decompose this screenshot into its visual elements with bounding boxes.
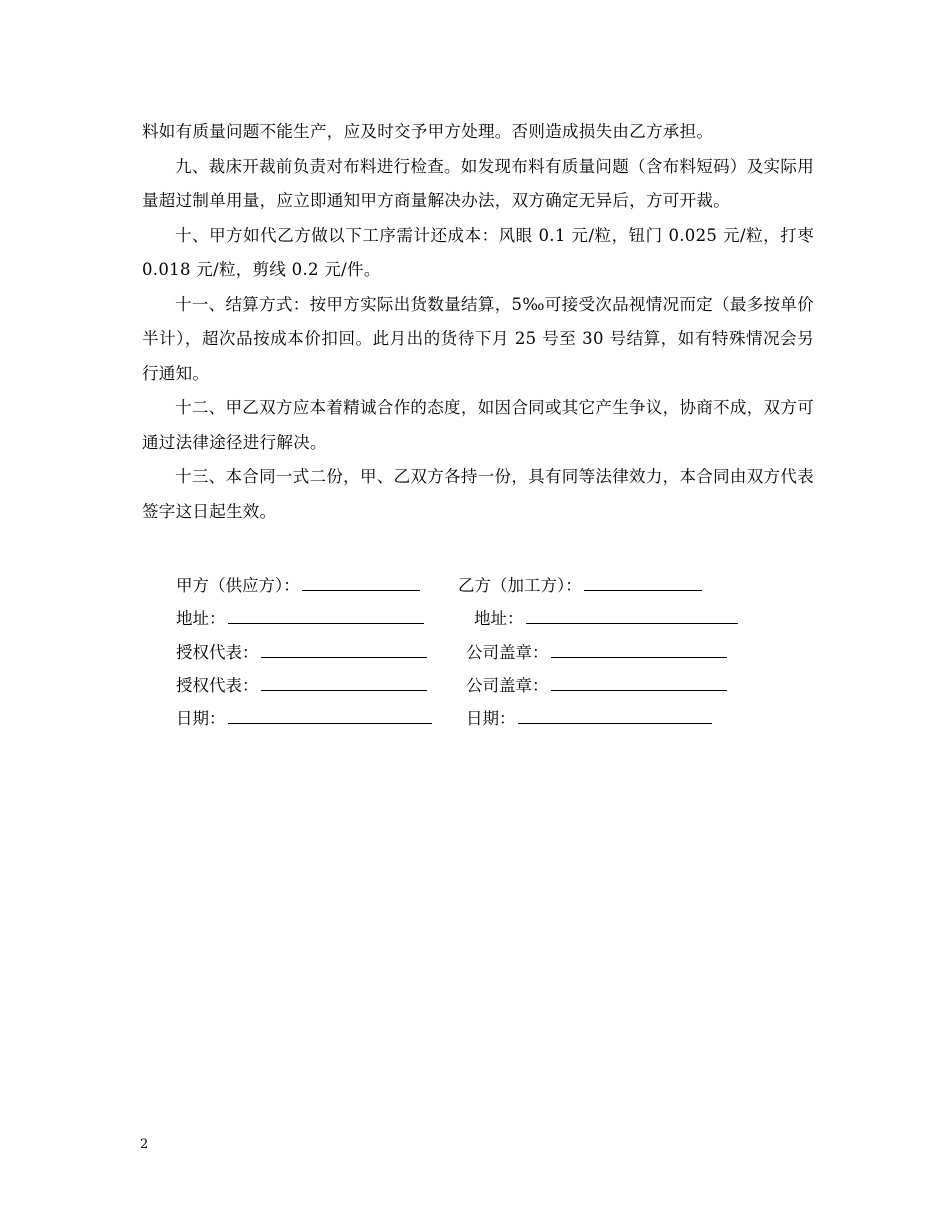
- seal-b-label: 公司盖章：: [466, 675, 549, 695]
- date-a-blank[interactable]: [228, 705, 432, 724]
- party-a-label: 甲方（供应方）：: [176, 576, 300, 595]
- rep-a-label: 授权代表：: [176, 642, 259, 662]
- paragraph-clause-12: 十二、甲乙双方应本着精诚合作的态度，如因合同或其它产生争议，协商不成，双方可通过法律途径进行解决。: [142, 398, 814, 452]
- seal-a-label: 公司盖章：: [466, 642, 549, 662]
- seal-a-blank[interactable]: [551, 639, 727, 658]
- address-b-blank[interactable]: [526, 605, 738, 624]
- contract-body: [142, 115, 814, 529]
- address-b-label: 地址：: [474, 609, 524, 629]
- party-a-blank[interactable]: [302, 572, 420, 591]
- signature-row-address: [176, 605, 796, 638]
- rep-a-blank[interactable]: [261, 639, 427, 658]
- paragraph-clause-10: 十、甲方如代乙方做以下工序需计还成本：风眼 0.1 元/粒，钮门 0.025 元/粒，打枣 0.018 元/粒，剪线 0.2 元/件。: [142, 225, 814, 279]
- seal-b-blank[interactable]: [551, 672, 727, 691]
- paragraph-clause-13: 十三、本合同一式二份，甲、乙双方各持一份，具有同等法律效力，本合同由双方代表签字这日起生效。: [142, 467, 814, 521]
- rep-b-blank[interactable]: [261, 672, 427, 691]
- signature-row-rep-1: [176, 639, 796, 672]
- signature-row-party: [176, 572, 796, 605]
- date-a-field: [176, 705, 432, 729]
- signature-block: [176, 572, 796, 738]
- rep-b-label: 授权代表：: [176, 675, 259, 695]
- paragraph-clause-11: 十一、结算方式：按甲方实际出货数量结算，5‰可接受次品视情况而定（最多按单价半计），超次品按成本价扣回。此月出的货待下月 25 号至 30 号结算，如有特殊情况会另行通知。: [142, 294, 814, 383]
- address-a-field: [176, 605, 424, 629]
- signature-row-rep-2: [176, 672, 796, 705]
- date-a-label: 日期：: [176, 709, 226, 729]
- paragraph-clause-9: 九、裁床开裁前负责对布料进行检查。如发现布料有质量问题（含布料短码）及实际用量超过制单用量，应立即通知甲方商量解决办法，双方确定无异后，方可开裁。: [142, 156, 814, 210]
- address-b-field: [474, 605, 738, 629]
- rep-a-field: [176, 639, 427, 663]
- party-b-blank[interactable]: [584, 572, 702, 591]
- address-a-label: 地址：: [176, 609, 226, 629]
- date-b-label: 日期：: [466, 709, 516, 729]
- seal-b-field: [466, 672, 727, 696]
- address-a-blank[interactable]: [228, 605, 424, 624]
- date-b-blank[interactable]: [518, 705, 712, 724]
- date-b-field: [466, 705, 712, 729]
- party-a-field: [176, 572, 420, 596]
- page-number: 2: [140, 1137, 149, 1152]
- party-b-field: [458, 572, 702, 596]
- seal-a-field: [466, 639, 727, 663]
- party-b-label: 乙方（加工方）：: [458, 576, 582, 595]
- signature-row-date: [176, 705, 796, 738]
- paragraph-continuation: 料如有质量问题不能生产，应及时交予甲方处理。否则造成损失由乙方承担。: [142, 122, 714, 141]
- rep-b-field: [176, 672, 427, 696]
